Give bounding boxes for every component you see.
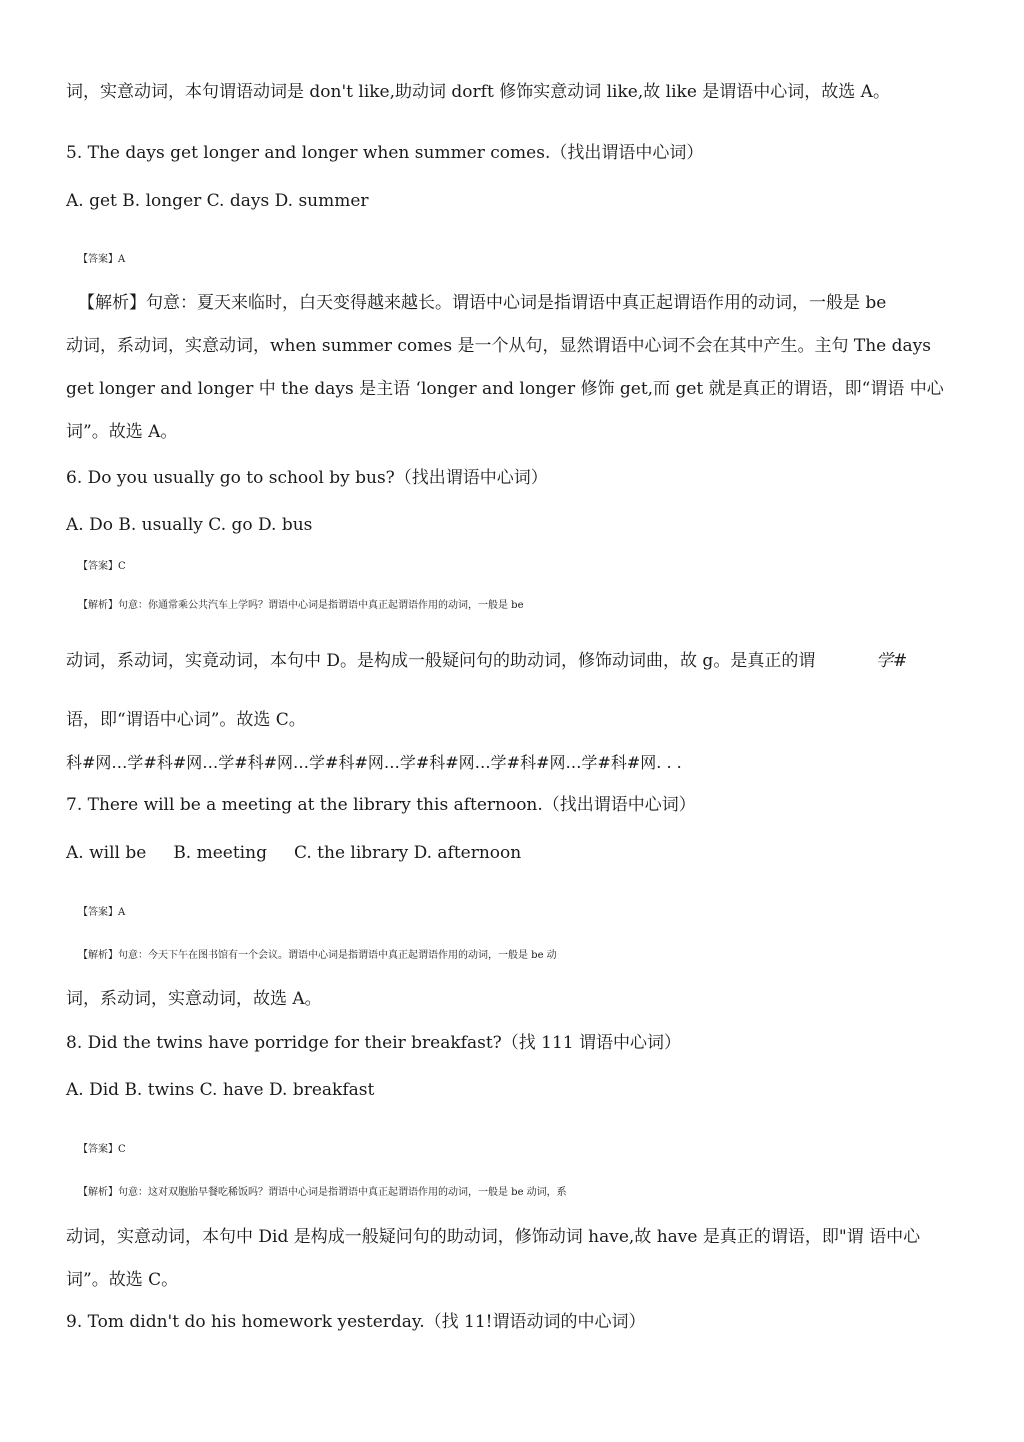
question-6: 6. Do you usually go to school by bus?（找出谓语中心词） — [66, 468, 548, 488]
question-5-analysis-line-1: 【解析】句意：夏天来临时，白天变得越来越长。谓语中心词是指谓语中真正起谓语作用的动词，一般是 be — [78, 293, 887, 313]
question-6-analysis-line-2: 动词，系动词，实竟动词，本句中 D。是构成一般疑问句的助动词，修饰动词曲，故 g。是真正的谓 — [66, 651, 816, 671]
question-7-options: A. will be B. meeting C. the library D. afternoon — [66, 843, 522, 863]
question-5: 5. The days get longer and longer when summer comes.（找出谓语中心词） — [66, 143, 704, 163]
question-8-analysis-line-1: 【解析】句意：这对双胞胎早餐吃稀饭吗？谓语中心词是指谓语中真正起谓语作用的动词，一般是 be 动词，系 — [78, 1187, 567, 1198]
question-9: 9. Tom didn't do his homework yesterday.（找 11!谓语动词的中心词） — [66, 1312, 646, 1332]
question-6-answer: 【答案】C — [78, 561, 126, 572]
question-8-answer: 【答案】C — [78, 1144, 126, 1155]
question-8-analysis-line-3: 词”。故选 C。 — [66, 1270, 179, 1290]
question-8-analysis-line-2: 动词，实意动词，本句中 Did 是构成一般疑问句的助动词，修饰动词 have,故 have 是真正的谓语，即"谓 语中心 — [66, 1227, 921, 1247]
question-5-analysis-line-4: 词”。故选 A。 — [66, 422, 178, 442]
question-7-answer: 【答案】A — [78, 907, 126, 918]
text-line-1: 词，实意动词，本句谓语动词是 don't like,助动词 dorft 修饰实意动词 like,故 like 是谓语中心词，故选 A。 — [66, 82, 890, 102]
question-6-options: A. Do B. usually C. go D. bus — [66, 515, 313, 535]
question-7-analysis-line-2: 词，系动词，实意动词，故选 A。 — [66, 989, 322, 1009]
question-5-analysis-line-2: 动词，系动词，实意动词，when summer comes 是一个从句，显然谓语中心词不会在其中产生。主句 The days — [66, 336, 931, 356]
question-8-options: A. Did B. twins C. have D. breakfast — [66, 1080, 375, 1100]
question-5-analysis-line-3: get longer and longer 中 the days 是主语 ‘longer and longer 修饰 get,而 get 就是真正的谓语，即“谓语 中心 — [66, 379, 944, 399]
question-8: 8. Did the twins have porridge for their breakfast?（找 111 谓语中心词） — [66, 1033, 682, 1053]
question-5-options: A. get B. longer C. days D. summer — [66, 191, 369, 211]
question-7-analysis-line-1: 【解析】句意：今天下午在图书馆有一个会议。谓语中心词是指谓语中真正起谓语作用的动词，一般是 be 动 — [78, 950, 557, 961]
watermark-line: 科#网…学#科#网…学#科#网…学#科#网…学#科#网…学#科#网…学#科#网. . . — [66, 753, 682, 772]
watermark-fragment: 学# — [876, 651, 908, 671]
question-6-analysis-line-1: 【解析】句意：你通常乘公共汽车上学吗？谓语中心词是指谓语中真正起谓语作用的动词，一般是 be — [78, 600, 524, 611]
question-7: 7. There will be a meeting at the library this afternoon.（找出谓语中心词） — [66, 795, 696, 815]
question-5-answer: 【答案】A — [78, 254, 126, 265]
question-6-analysis-line-3: 语，即“谓语中心词”。故选 C。 — [66, 710, 306, 730]
